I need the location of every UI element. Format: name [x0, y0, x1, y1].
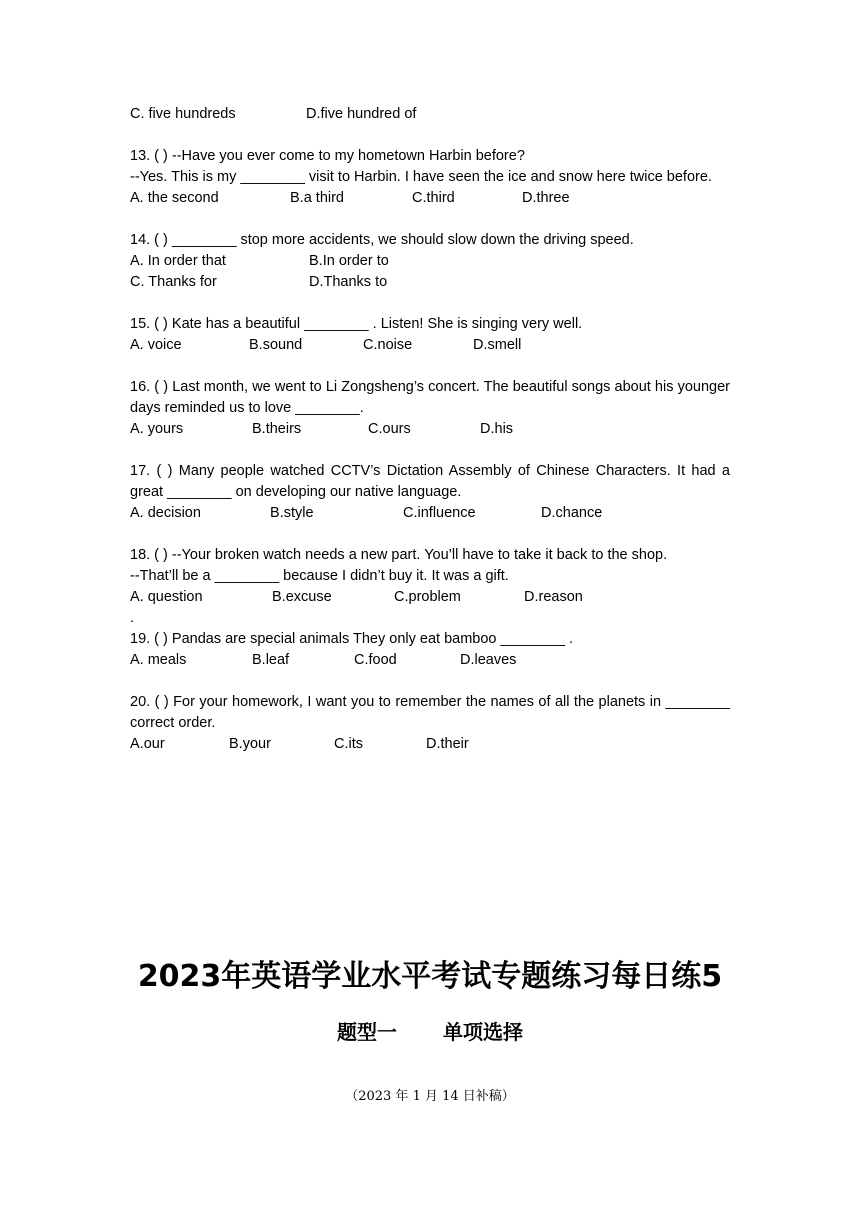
option-a: A.our [130, 736, 165, 752]
question-stem: 17. ( ) Many people watched CCTV’s Dictation Assembly of Chinese Characters. It had a great ________ on developing our native language. [130, 463, 730, 500]
option-c: C.food [354, 652, 397, 668]
option-c: C.influence [403, 505, 476, 521]
options-row [130, 503, 730, 524]
option-a: A. voice [130, 337, 182, 353]
option-d: D.reason [524, 589, 583, 605]
option-d: D.three [522, 190, 570, 206]
subtitle-left: 题型一 [337, 1020, 397, 1044]
question-15 [130, 314, 730, 356]
question-stem: 14. ( ) ________ stop more accidents, we should slow down the driving speed. [130, 232, 634, 248]
option-a: A. decision [130, 505, 201, 521]
option-c: C.noise [363, 337, 413, 353]
question-17 [130, 461, 730, 524]
option-d: D.Thanks to [309, 274, 388, 290]
option-d: D.leaves [460, 652, 517, 668]
question-stem: --Yes. This is my ________ visit to Harbin. I have seen the ice and snow here twice before. [130, 169, 712, 185]
question-stem: 16. ( ) Last month, we went to Li Zongsheng’s concert. The beautiful songs about his younger days reminded us to love ________. [130, 379, 730, 416]
option-c: C.problem [394, 589, 461, 605]
question-20 [130, 692, 730, 755]
option-b: B.style [270, 505, 314, 521]
option-b: B.In order to [309, 253, 389, 269]
question-list [130, 104, 730, 755]
option-a: A. meals [130, 652, 187, 668]
option-a: A. yours [130, 421, 184, 437]
option-c: C.its [334, 736, 363, 752]
options-row [130, 419, 730, 440]
option-c: C.third [412, 190, 455, 206]
question-stem: 18. ( ) --Your broken watch needs a new part. You’ll have to take it back to the shop. [130, 547, 668, 563]
option-b: B.a third [290, 190, 344, 206]
question-stem: 19. ( ) Pandas are special animals They only eat bamboo ________ . [130, 631, 574, 647]
options-row [130, 587, 730, 608]
option-a: A. question [130, 589, 203, 605]
option-d: D.smell [473, 337, 522, 353]
option-b: B.theirs [252, 421, 302, 437]
section-subtitle [0, 1017, 860, 1047]
option-b: B.sound [249, 337, 303, 353]
options-row [130, 251, 730, 272]
option-c: C.ours [368, 421, 411, 437]
question-stem: --That’ll be a ________ because I didn’t buy it. It was a gift. [130, 568, 509, 584]
option-d: D.chance [541, 505, 603, 521]
option-c: C. Thanks for [130, 274, 217, 290]
question-stem: 15. ( ) Kate has a beautiful ________ . Listen! She is singing very well. [130, 316, 583, 332]
question-stem: 13. ( ) --Have you ever come to my hometown Harbin before? [130, 148, 525, 164]
options-row [130, 650, 730, 671]
options-row [130, 335, 730, 356]
option-a: A. the second [130, 190, 219, 206]
option-d: D.their [426, 736, 469, 752]
option-d: D.his [480, 421, 514, 437]
option-b: B.excuse [272, 589, 332, 605]
question-14 [130, 230, 730, 293]
page-title: 2023年英语学业水平考试专题练习每日练5 [137, 959, 723, 994]
question-stem: 20. ( ) For your homework, I want you to remember the names of all the planets in ________ correct order. [130, 694, 730, 731]
q12-options [130, 104, 730, 125]
subtitle-right: 单项选择 [443, 1020, 523, 1044]
question-19 [130, 629, 730, 671]
options-row [130, 734, 730, 755]
question-18 [130, 545, 730, 629]
stray-dot: . [130, 610, 135, 626]
option-a: A. In order that [130, 253, 226, 269]
options-row [130, 272, 730, 293]
option-c: C. five hundreds [130, 106, 236, 122]
option-b: B.your [229, 736, 271, 752]
options-row [130, 188, 730, 209]
question-13 [130, 146, 730, 209]
date-note: （2023 年 1 月 14 日补稿） [345, 1089, 515, 1104]
option-d: D.five hundred of [306, 106, 417, 122]
question-16 [130, 377, 730, 440]
option-b: B.leaf [252, 652, 290, 668]
